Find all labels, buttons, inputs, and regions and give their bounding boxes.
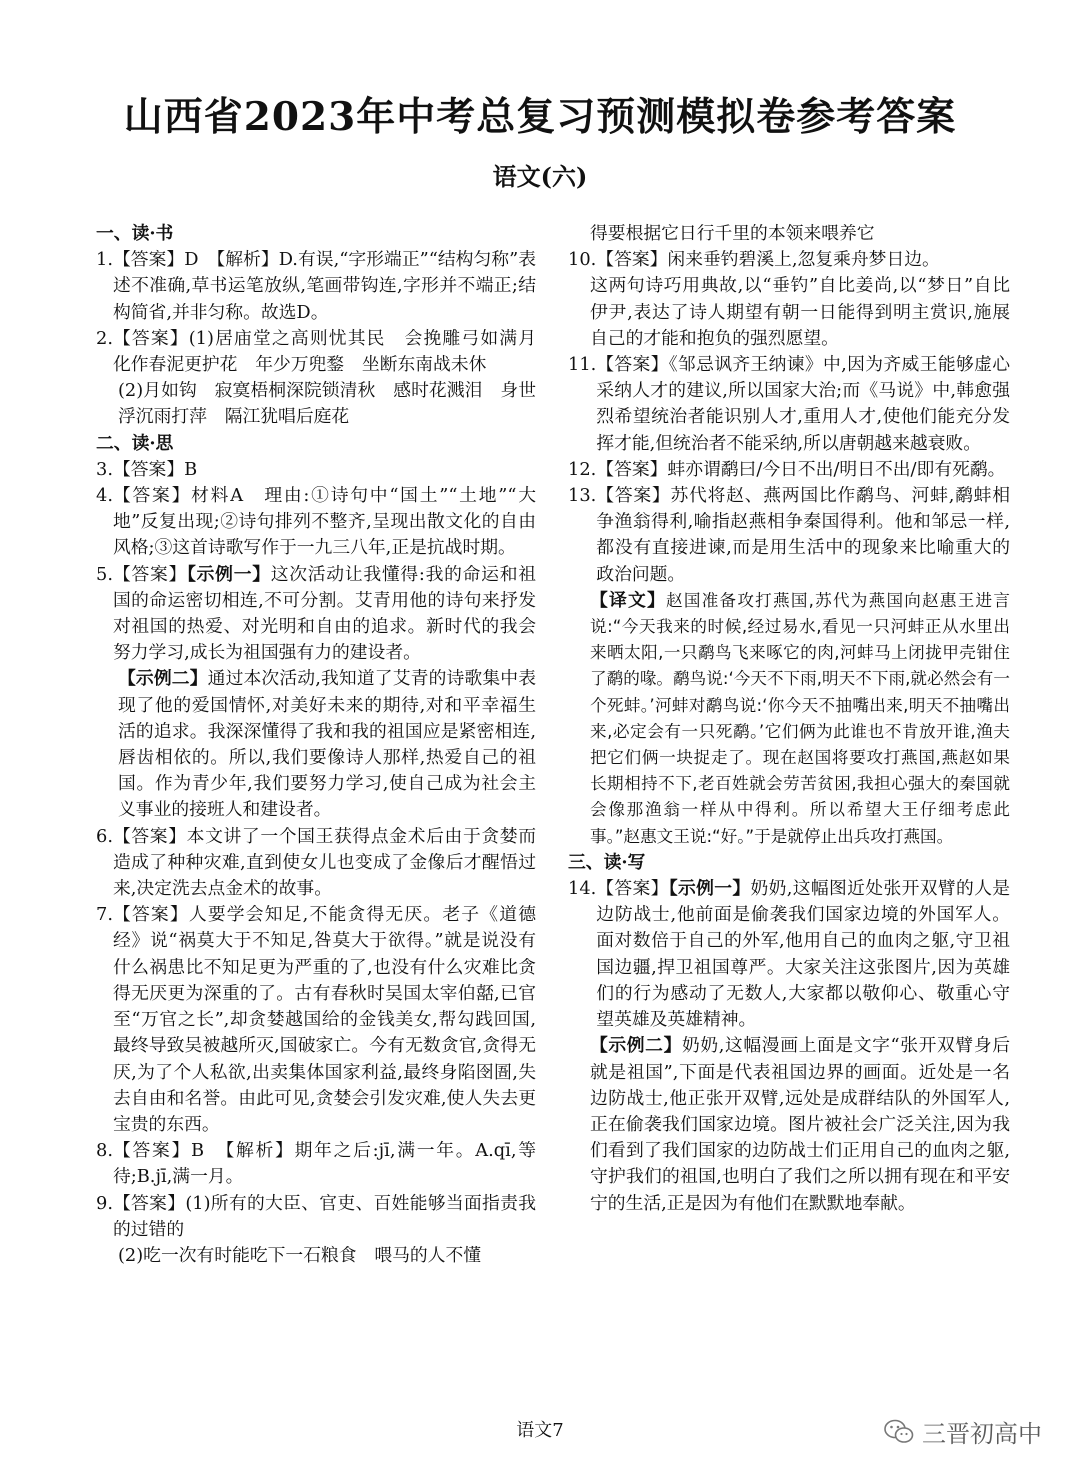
translation-text: 赵国准备攻打燕国,苏代为燕国向赵惠王进言说:“今天我来的时候,经过易水,看见一只河蚌正从水里出来晒太阳,一只鹬鸟飞来啄它的肉,河蚌马上闭拢甲壳钳住了鹬的喙。鹬鸟说:‘今天不下雨,明天不下雨,就必然会有一个死蚌。’河蚌对鹬鸟说:‘你今天不抽嘴出来,明天不抽嘴出来,必定会有一只死鹬。’它们俩为此谁也不肯放开谁,渔夫把它们俩一块捉走了。现在赵国将要攻打燕国,燕赵如果长期相持不下,老百姓就会劳苦贫困,我担心强大的秦国就会像那渔翁一样从中得利。所以希望大王仔细考虑此事。”赵惠文王说:“好。”于是就停止出兵攻打燕国。: [590, 590, 1010, 846]
answer-text: 《邹忌讽齐王纳谏》中,因为齐威王能够虚心采纳人才的建议,所以国家大治;而《马说》中,韩愈强烈希望统治者能识别人才,重用人才,使他们能充分发挥才能,但统治者不能采纳,所以唐朝越来越衰败。: [596, 354, 1010, 454]
answer-label: 【答案】: [112, 1192, 186, 1214]
example-text-1: 奶奶,这幅图近处张开双臂的人是边防战士,他前面是偷袭我们国家边境的外国军人。面对数倍于自己的外军,他用自己的血肉之躯,守卫祖国边疆,捍卫祖国尊严。大家关注这张图片,因为英雄们的行为感动了无数人,大家都以敬仰心、敬重心守望英雄及英雄精神。: [596, 878, 1010, 1031]
item-number: 4.: [96, 485, 113, 507]
section-heading-2: 二、读·思: [96, 432, 174, 454]
answer-text: 蚌亦谓鹬曰/今日不出/明日不出/即有死鹬。: [667, 458, 1006, 480]
answer-item-9: [96, 1191, 536, 1243]
answer-item-11: [568, 352, 1010, 457]
example-text-1: 这次活动让我懂得:我的命运和祖国的命运密切相连,不可分割。艾青用他的诗句来抒发对祖国的热爱、对光明和自由的追求。新时代的我会努力学习,成长为祖国强有力的建设者。: [112, 563, 536, 664]
answer-item-5-example-2: [96, 666, 536, 823]
answer-text: 苏代将赵、燕两国比作鹬鸟、河蚌,鹬蚌相争渔翁得利,喻指赵燕相争秦国得利。他和邹忌一样,都没有直接进谏,而是用生活中的现象来比喻重大的政治问题。: [596, 485, 1010, 585]
answer-item-10: [568, 247, 1010, 273]
answer-label: 【答案】: [596, 354, 669, 376]
answer-item-10-explanation: 这两句诗巧用典故,以“垂钓”自比姜尚,以“梦日”自比伊尹,表达了诗人期望有朝一日能得到明主赏识,施展自己的才能和抱负的强烈愿望。: [590, 275, 1010, 349]
answer-label: 【答案】: [596, 249, 668, 271]
answer-label: 【答案】: [596, 485, 671, 507]
answer-value: D: [184, 249, 199, 271]
answer-item-14: [568, 876, 1010, 1033]
item-number: 8.: [96, 1140, 113, 1162]
analysis-text: 期年之后:jī,满一年。A.qī,等待;B.jī,满一月。: [112, 1140, 536, 1188]
item-number: 14.: [568, 878, 597, 900]
watermark-text: 三晋初高中: [922, 1420, 1042, 1448]
answer-label: 【答案】: [112, 825, 187, 847]
example-label-1: 【示例一】: [187, 563, 271, 585]
answer-label: 【答案】: [112, 249, 185, 271]
item-number: 5.: [96, 563, 113, 585]
answer-item-7: [96, 902, 536, 1138]
answer-item-2: [96, 326, 554, 378]
answer-label: 【答案】: [112, 904, 189, 926]
answer-text: 闲来垂钓碧溪上,忽复乘舟梦日边。: [667, 249, 940, 271]
right-column: [568, 221, 1010, 1217]
item-number: 6.: [96, 825, 113, 847]
item-number: 11.: [568, 354, 597, 376]
example-label-2: 【示例二】: [590, 1035, 682, 1057]
example-label-2: 【示例二】: [118, 668, 208, 690]
answer-item-3: [96, 457, 536, 483]
left-column: [96, 221, 554, 1269]
answer-label: 【答案】: [112, 1140, 192, 1162]
answer-item-4: [96, 483, 536, 562]
answer-value: B: [191, 1140, 205, 1162]
section-heading-3: 三、读·写: [568, 851, 646, 873]
answer-value: B: [184, 458, 198, 480]
analysis-text: D.有误,“字形端正”“结构匀称”表述不准确,草书运笔放纵,笔画带钩连,字形并不端正;结构简省,并非匀称。故选D。: [112, 249, 536, 323]
answer-item-9-part-2-continued: 得要根据它日行千里的本领来喂养它: [590, 223, 875, 244]
item-number: 9.: [96, 1192, 113, 1214]
answer-text: 人要学会知足,不能贪得无厌。老子《道德经》说“祸莫大于不知足,咎莫大于欲得。”就是说没有什么祸患比不知足更为严重的了,也没有什么灾难比贪得无厌更为深重的了。古有春秋时吴国太宰伯嚭,已官至“万官之长”,却贪婪越国给的金钱美女,帮勾践回国,最终导致吴被越所灭,国破家亡。今有无数贪官,贪得无厌,为了个人私欲,出卖集体国家利益,最终身陷囹圄,失去自由和名誉。由此可见,贪婪会引发灾难,使人失去更宝贵的东西。: [112, 904, 536, 1135]
item-number: 2.: [96, 327, 113, 349]
answer-item-5: [96, 562, 536, 667]
answer-item-14-example-2: [568, 1033, 1010, 1216]
answer-label: 【答案】: [596, 458, 668, 480]
section-heading-1: 一、读·书: [96, 223, 174, 244]
answer-text: (1)所有的大臣、官吏、百姓能够当面指责我的过错的: [112, 1192, 536, 1240]
page-title: 山西省2023年中考总复习预测模拟卷参考答案: [123, 94, 957, 140]
page-subtitle: 语文(六): [492, 162, 588, 191]
item-number: 1.: [96, 249, 113, 271]
wechat-icon: [884, 1419, 914, 1445]
answer-item-1: [96, 247, 536, 326]
answer-item-8: [96, 1138, 536, 1190]
answer-item-12: [568, 457, 1010, 483]
example-label-1: 【示例一】: [668, 878, 751, 900]
example-text-2: 通过本次活动,我知道了艾青的诗歌集中表现了他的爱国情怀,对美好未来的期待,对和平幸福生活的追求。我深深懂得了我和我的祖国应是紧密相连,唇齿相依的。所以,我们要像诗人那样,热爱自己的祖国。作为青少年,我们要努力学习,使自己成为社会主义事业的接班人和建设者。: [118, 668, 536, 821]
answer-text: 材料A 理由:①诗句中“国土”“土地”“大地”反复出现;②诗句排列不整齐,呈现出散文化的自由风格;③这首诗歌写作于一九三八年,正是抗战时期。: [112, 485, 536, 559]
analysis-label: 【解析】: [216, 249, 279, 271]
answer-label: 【答案】: [112, 485, 192, 507]
answer-item-2-part-2: (2)月如钩 寂寞梧桐深院锁清秋 感时花溅泪 身世浮沉雨打萍 隔江犹唱后庭花: [118, 380, 536, 428]
item-number: 3.: [96, 458, 113, 480]
analysis-label: 【解析】: [225, 1140, 295, 1162]
answer-item-13-translation: [568, 588, 1010, 850]
answer-text: 本文讲了一个国王获得点金术后由于贪婪而造成了种种灾难,直到使女儿也变成了金像后才醒悟过来,决定洗去点金术的故事。: [112, 825, 536, 900]
answer-item-13: [568, 483, 1010, 588]
example-text-2: 奶奶,这幅漫画上面是文字“张开双臂身后就是祖国”,下面是代表祖国边界的画面。近处是一名边防战士,他正张开双臂,远处是成群结队的外国军人,正在偷袭我们国家边境。图片被社会广泛关注,因为我们看到了我们国家的边防战士们正用自己的血肉之躯,守护我们的祖国,也明白了我们之所以拥有现在和平安宁的生活,正是因为有他们在默默地奉献。: [590, 1035, 1010, 1214]
answer-item-6: [96, 824, 536, 903]
answer-item-9-part-2: (2)吃一次有时能吃下一石粮食 喂马的人不懂: [118, 1244, 482, 1266]
watermark: [884, 1414, 1042, 1449]
translation-label: 【译文】: [590, 589, 667, 611]
answer-label: 【答案】: [596, 878, 669, 900]
item-number: 7.: [96, 904, 113, 926]
item-number: 13.: [568, 485, 597, 507]
answer-label: 【答案】: [112, 458, 185, 480]
answer-text: (1)居庙堂之高则忧其民 会挽雕弓如满月 化作春泥更护花 年少万兜鍪 坐断东南战未休: [112, 327, 554, 376]
answer-label: 【答案】: [112, 327, 189, 349]
answer-label: 【答案】: [112, 563, 188, 585]
item-number: 10.: [568, 249, 597, 271]
item-number: 12.: [568, 458, 597, 480]
page-footer: 语文7: [516, 1420, 564, 1441]
